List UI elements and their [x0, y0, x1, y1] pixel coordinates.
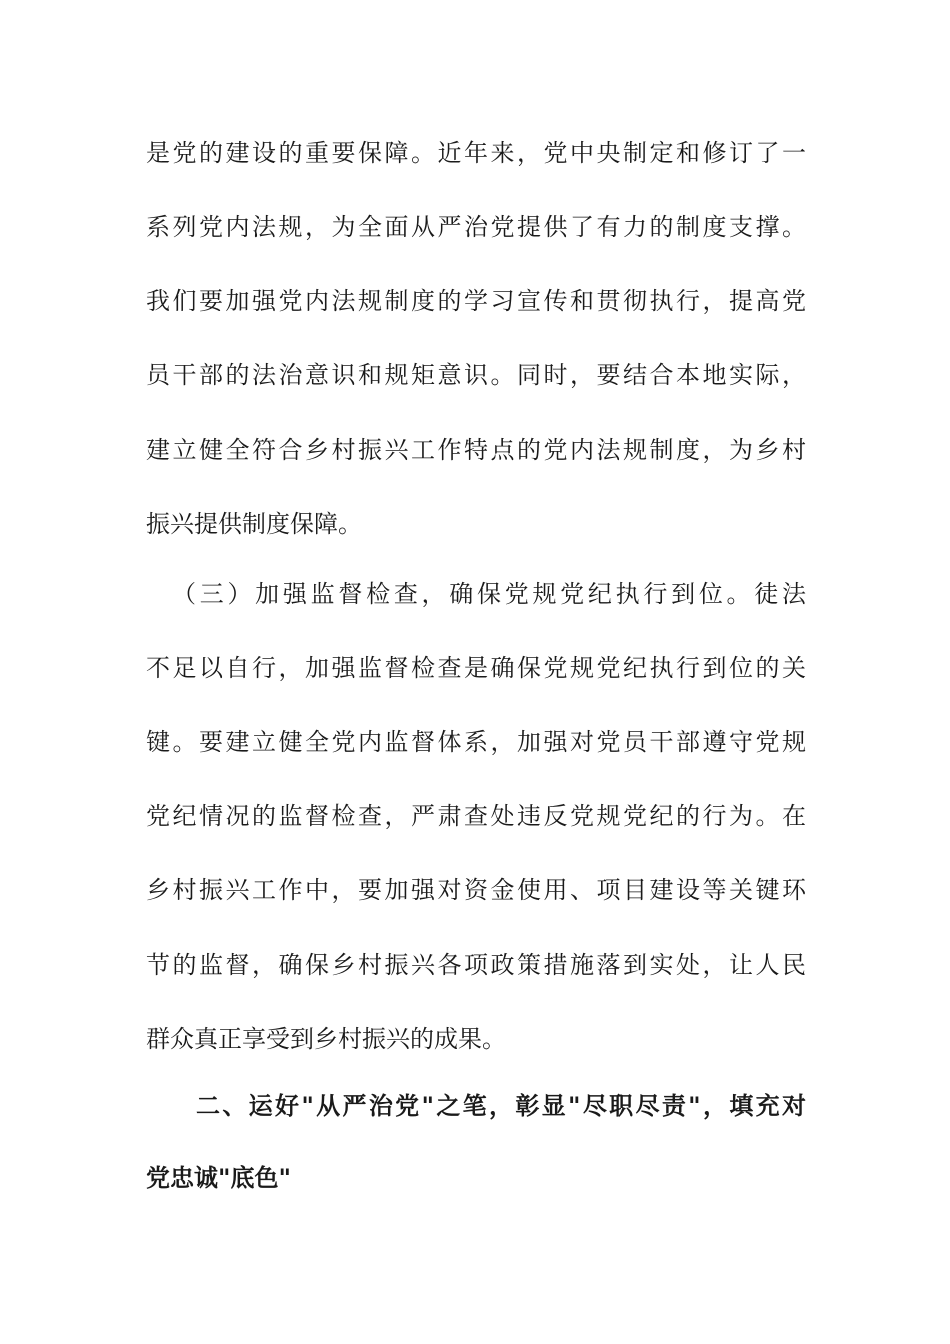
- paragraph-line: 不足以自行，加强监督检查是确保党规党纪执行到位的关: [146, 654, 806, 682]
- paragraph-line: 系列党内法规，为全面从严治党提供了有力的制度支撑。: [146, 213, 806, 241]
- chapter-heading-line: 二、运好"从严治党"之笔，彰显"尽职尽责"，填充对: [196, 1092, 806, 1120]
- paragraph-line: 振兴提供制度保障。: [146, 510, 362, 538]
- section-heading-line: （三）加强监督检查，确保党规党纪执行到位。徒法: [172, 580, 806, 608]
- paragraph-line: 员干部的法治意识和规矩意识。同时，要结合本地实际，: [146, 361, 806, 389]
- paragraph-line: 键。要建立健全党内监督体系，加强对党员干部遵守党规: [146, 728, 806, 756]
- paragraph-line: 是党的建设的重要保障。近年来，党中央制定和修订了一: [146, 139, 806, 167]
- chapter-heading-line: 党忠诚"底色": [146, 1164, 292, 1192]
- paragraph-line: 建立健全符合乡村振兴工作特点的党内法规制度，为乡村: [146, 436, 806, 464]
- paragraph-line: 乡村振兴工作中，要加强对资金使用、项目建设等关键环: [146, 876, 806, 904]
- paragraph-line: 群众真正享受到乡村振兴的成果。: [146, 1025, 506, 1053]
- paragraph-line: 党纪情况的监督检查，严肃查处违反党规党纪的行为。在: [146, 802, 806, 830]
- paragraph-line: 节的监督，确保乡村振兴各项政策措施落到实处，让人民: [146, 951, 806, 979]
- paragraph-line: 我们要加强党内法规制度的学习宣传和贯彻执行，提高党: [146, 287, 806, 315]
